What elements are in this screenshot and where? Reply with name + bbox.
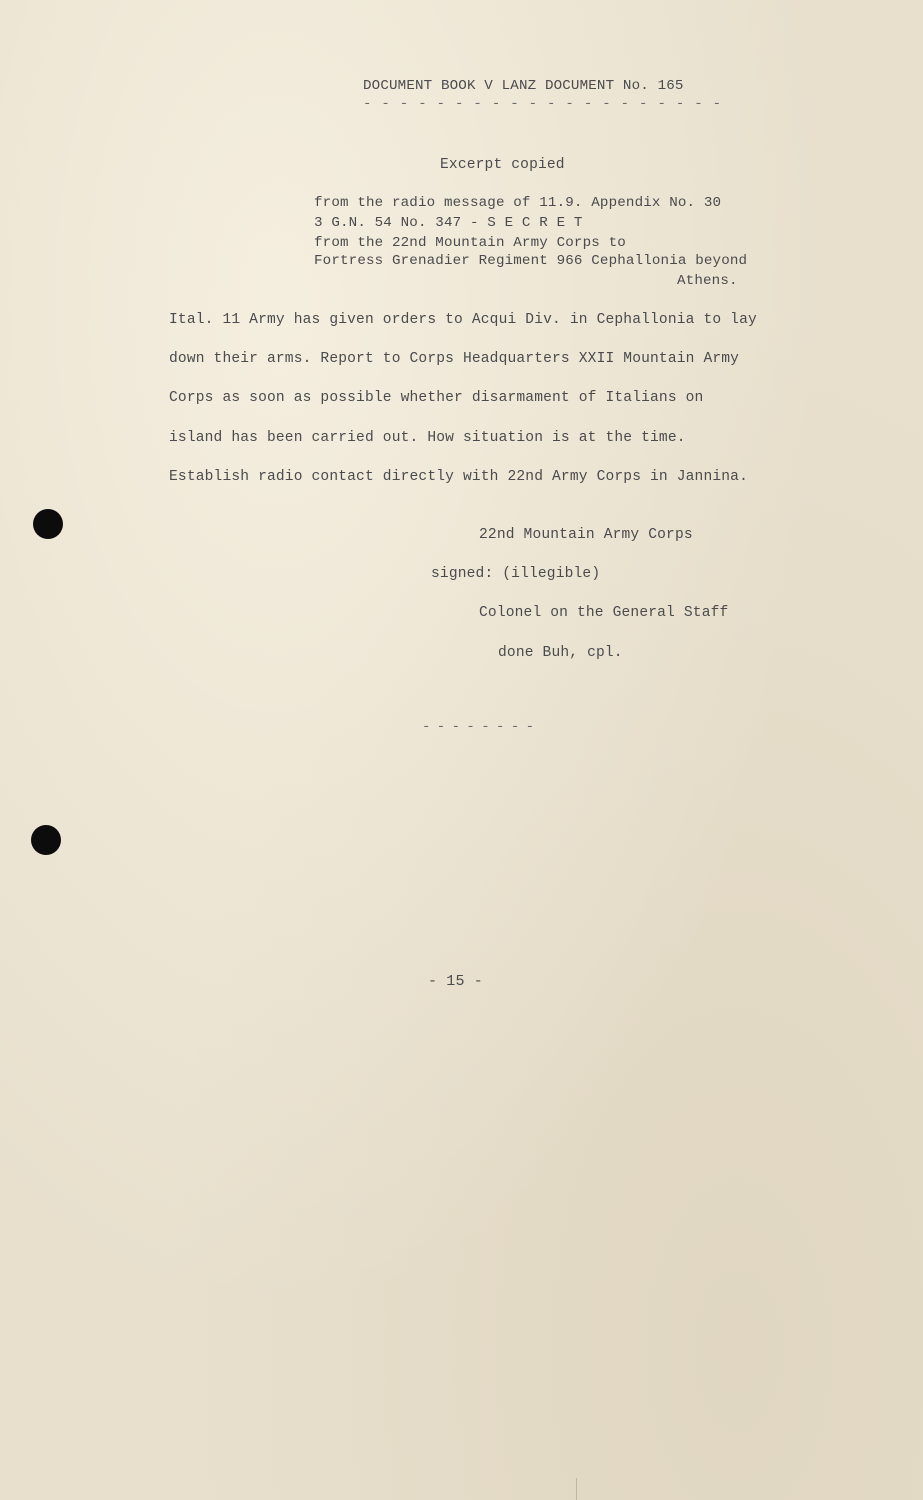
signature-unit: 22nd Mountain Army Corps [479,527,693,543]
excerpt-line: Athens. [677,273,738,289]
excerpt-heading: Excerpt copied [440,157,565,173]
punch-hole-bottom [31,825,61,855]
punch-hole-top [33,509,63,539]
body-line: Ital. 11 Army has given orders to Acqui Div. in Cephallonia to lay [169,312,757,328]
body-line: Corps as soon as possible whether disarmament of Italians on [169,390,704,406]
signature-rank: Colonel on the General Staff [479,605,729,621]
section-divider: - - - - - - - - [422,719,534,735]
excerpt-line: 3 G.N. 54 No. 347 - S E C R E T [314,215,583,231]
signature-done: done Buh, cpl. [498,645,623,661]
page-edge-mark [576,1478,577,1500]
body-line: island has been carried out. How situation is at the time. [169,430,686,446]
body-line: down their arms. Report to Corps Headquarters XXII Mountain Army [169,351,740,367]
title-underline: - - - - - - - - - - - - - - - - - - - - [363,96,722,112]
document-title: DOCUMENT BOOK V LANZ DOCUMENT No. 165 [363,78,684,94]
excerpt-line: Fortress Grenadier Regiment 966 Cephallonia beyond [314,253,748,269]
excerpt-line: from the radio message of 11.9. Appendix No. 30 [314,195,722,211]
excerpt-line: from the 22nd Mountain Army Corps to [314,235,626,251]
signature-signed: signed: (illegible) [431,566,601,582]
body-line: Establish radio contact directly with 22nd Army Corps in Jannina. [169,469,748,485]
page-number: - 15 - [428,973,483,990]
